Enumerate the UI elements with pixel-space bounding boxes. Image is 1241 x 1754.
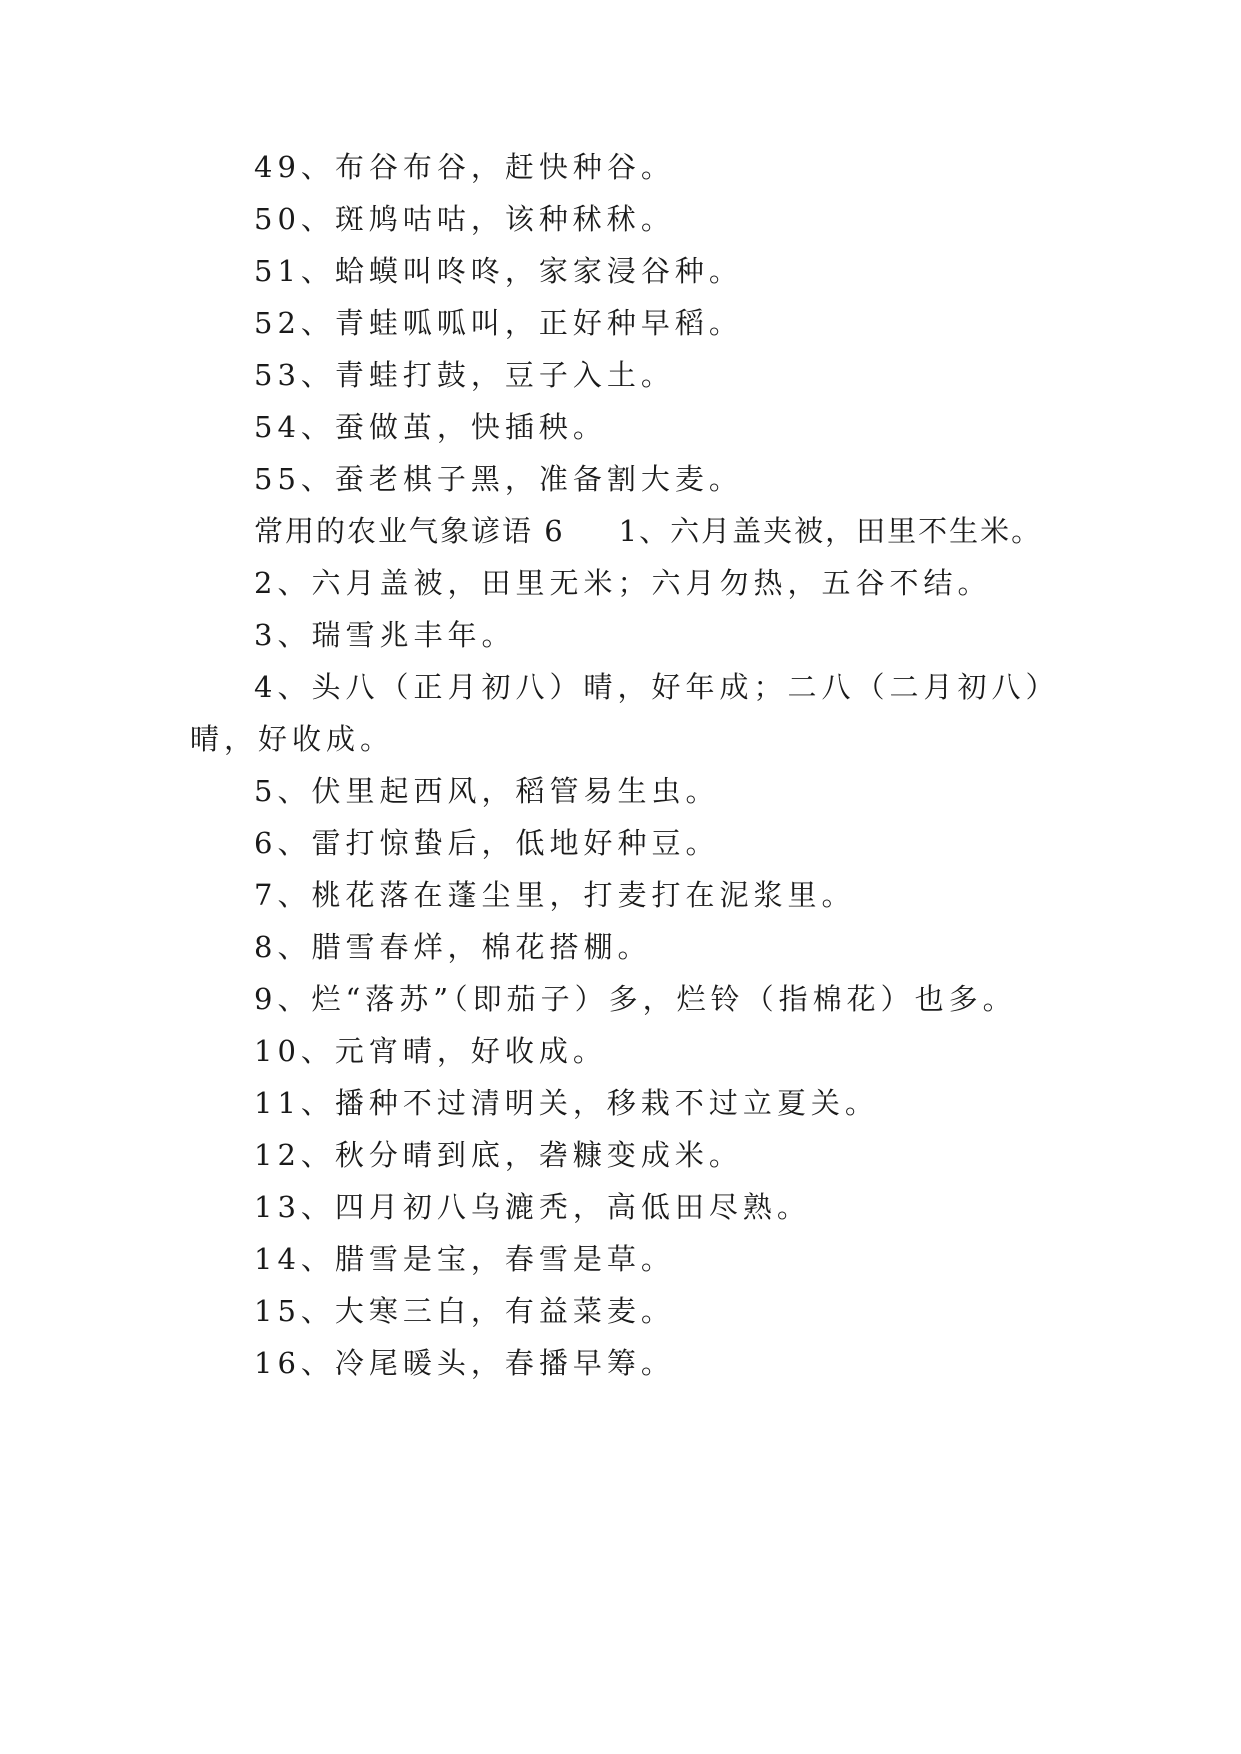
proverb-item-10: 10、元宵晴，好收成。: [254, 1034, 607, 1068]
proverb-item-8: 8、腊雪春烊，棉花搭棚。: [254, 930, 652, 964]
proverb-item-11: 11、播种不过清明关，移栽不过立夏关。: [254, 1086, 879, 1120]
proverb-line-54: 54、蚕做茧，快插秧。: [254, 410, 607, 444]
proverb-item-2: 2、六月盖被，田里无米；六月勿热，五谷不结。: [254, 566, 992, 600]
proverb-item-5: 5、伏里起西风，稻管易生虫。: [254, 774, 720, 808]
proverb-item-4-continued: 晴，好收成。: [190, 722, 395, 756]
proverb-item-14: 14、腊雪是宝，春雪是草。: [254, 1242, 675, 1276]
proverb-line-53: 53、青蛙打鼓，豆子入土。: [254, 358, 675, 392]
proverb-line-52: 52、青蛙呱呱叫，正好种早稻。: [254, 306, 743, 340]
proverb-item-13: 13、四月初八乌漉秃，高低田尽熟。: [254, 1190, 811, 1224]
proverb-item-7: 7、桃花落在蓬尘里，打麦打在泥浆里。: [254, 878, 856, 912]
proverb-item-3: 3、瑞雪兆丰年。: [254, 618, 516, 652]
proverb-item-12: 12、秋分晴到底，砻糠变成米。: [254, 1138, 743, 1172]
section-line: [254, 514, 1043, 548]
proverb-item-9: 9、烂“落苏”（即茄子）多，烂铃（指棉花）也多。: [254, 982, 1017, 1016]
proverb-line-50: 50、斑鸠咕咕，该种秫秫。: [254, 202, 675, 236]
proverb-line-49: 49、布谷布谷，赶快种谷。: [254, 150, 675, 184]
proverb-line-55: 55、蚕老棋子黑，准备割大麦。: [254, 462, 743, 496]
proverb-item-16: 16、冷尾暖头，春播早筹。: [254, 1346, 675, 1380]
proverb-item-6: 6、雷打惊蛰后，低地好种豆。: [254, 826, 720, 860]
proverb-item-15: 15、大寒三白，有益菜麦。: [254, 1294, 675, 1328]
proverb-item-1: 1、六月盖夹被，田里不生米。: [618, 514, 1043, 548]
proverb-line-51: 51、蛤蟆叫咚咚，家家浸谷种。: [254, 254, 743, 288]
proverb-item-4: 4、头八（正月初八）晴，好年成；二八（二月初八）: [254, 670, 1060, 704]
section-heading: 常用的农业气象谚语 6: [254, 514, 565, 548]
